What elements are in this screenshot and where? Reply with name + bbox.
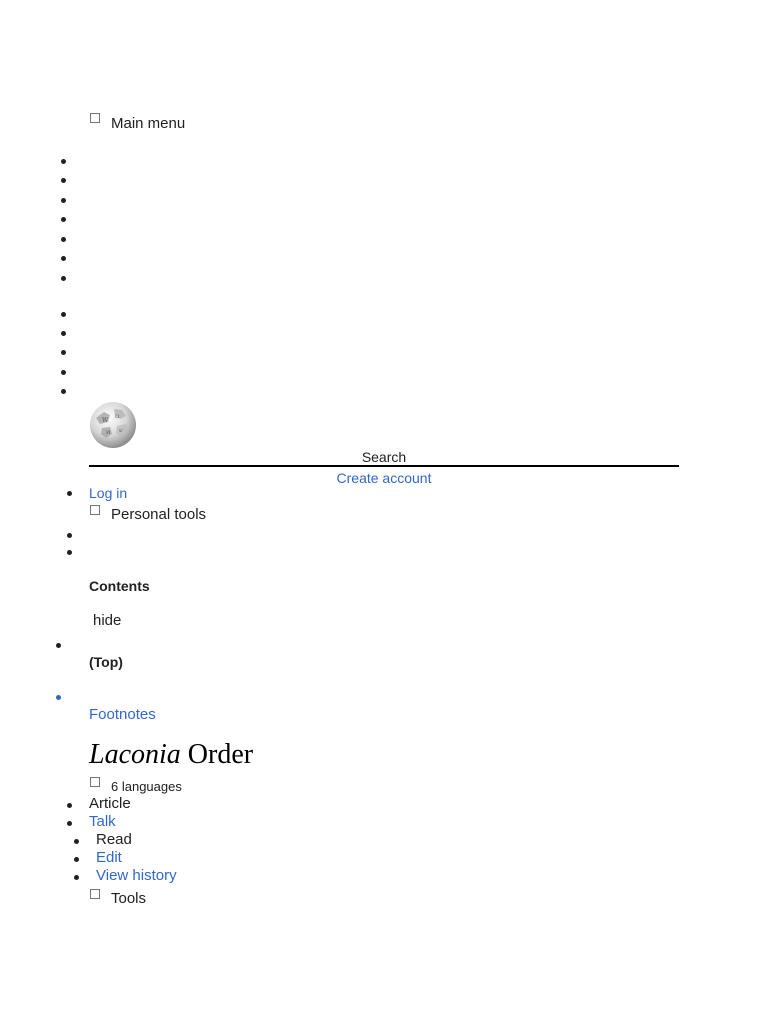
list-item [67, 550, 72, 555]
svg-text:И: И [106, 430, 111, 436]
list-item [74, 857, 79, 862]
tab-article[interactable]: Article [89, 795, 131, 812]
tools-checkbox[interactable] [90, 889, 100, 899]
toc-top-link[interactable]: (Top) [89, 654, 123, 670]
toc-heading: Contents [89, 578, 150, 594]
list-item [61, 217, 66, 222]
wikipedia-globe-icon [88, 400, 138, 450]
tab-talk[interactable]: Talk [89, 813, 116, 830]
page-title [89, 738, 253, 772]
list-item [74, 839, 79, 844]
log-in-link[interactable]: Log in [89, 485, 128, 501]
page-title-italic: Laconia [89, 739, 181, 770]
list-item [67, 533, 72, 538]
list-item [61, 159, 66, 164]
search-label[interactable]: Search [361, 449, 407, 465]
personal-tools-label[interactable]: Personal tools [111, 506, 207, 523]
list-item [61, 256, 66, 261]
tab-read[interactable]: Read [96, 831, 132, 848]
list-item [61, 198, 66, 203]
personal-tools-checkbox[interactable] [90, 505, 100, 515]
list-item [67, 821, 72, 826]
language-label[interactable]: 6 languages [111, 779, 182, 794]
tab-view-history[interactable]: View history [96, 867, 177, 884]
svg-text:W: W [102, 417, 109, 424]
list-item [61, 237, 66, 242]
svg-text:ש: ש [119, 428, 123, 434]
list-item [67, 803, 72, 808]
list-item [61, 331, 66, 336]
list-item [74, 875, 79, 880]
list-item [67, 491, 72, 496]
wikipedia-logo[interactable] [88, 400, 138, 450]
search-input[interactable] [89, 465, 679, 467]
list-item [61, 370, 66, 375]
page-title-rest: Order [180, 739, 254, 770]
list-item [61, 178, 66, 183]
list-item [61, 276, 66, 281]
tools-label[interactable]: Tools [111, 890, 147, 907]
main-menu-checkbox[interactable] [90, 113, 100, 123]
tab-edit[interactable]: Edit [96, 849, 122, 866]
svg-text:Ω: Ω [115, 414, 120, 420]
toc-hide-button[interactable]: hide [93, 612, 122, 629]
list-item [61, 350, 66, 355]
create-account-link[interactable]: Create account [336, 470, 432, 486]
list-item [61, 312, 66, 317]
language-checkbox[interactable] [90, 777, 100, 787]
list-item [56, 695, 61, 700]
list-item [61, 389, 66, 394]
main-menu-label[interactable]: Main menu [111, 115, 186, 132]
toc-item-footnotes[interactable]: Footnotes [89, 706, 156, 723]
list-item [56, 643, 61, 648]
